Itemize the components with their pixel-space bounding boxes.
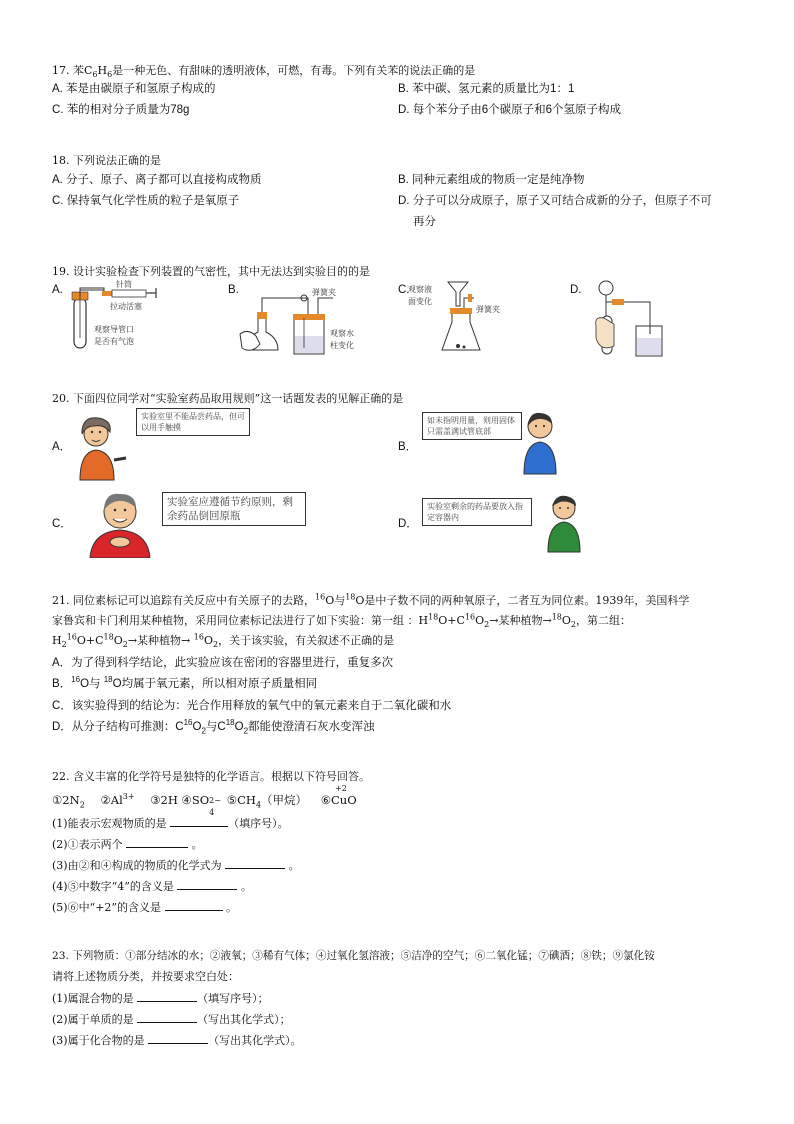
q23-part1: (1)属混合物的是 （填写序号）； bbox=[52, 992, 269, 1005]
q21-option-a: A．为了得到科学结论，此实验应该在密闭的容器里进行，重复多次 bbox=[52, 657, 394, 669]
q22-answer-3[interactable] bbox=[225, 859, 285, 869]
q20-girl-figure bbox=[64, 414, 134, 484]
q22-symbols: $①2N_2$ $②Al^{3+}$ ③2H ④SO 2− 4 $⑤CH_4$（甲烷） ⑥ +2 CuO bbox=[52, 784, 357, 817]
q22-part1: (1)能表示宏观物质的是 （填序号）。 bbox=[52, 817, 289, 830]
q19-a-label-syringe: 针筒 bbox=[116, 280, 132, 289]
q21-line2: 家鲁宾和卡门利用某种植物，采用同位素标记法进行了如下实验：第一组 ：$H^{18}O+C^{16}O_2\to$某种植物$\to^{18}O_2$，第二组： bbox=[52, 612, 631, 630]
q19-c-label-observe1: 观察液 bbox=[408, 285, 432, 294]
q17-option-a: A. 苯是由碳原子和氢原子构成的 bbox=[52, 83, 216, 95]
q19-b-label-observe1: 观察水 bbox=[330, 329, 354, 338]
q21-line1: 21. 同位素标记可以追踪有关反应中有关原子的去路，$^{16}$O与$^{18}$O是中子数不同的两种氧原子，二者互为同位素。1939年，美国科学 bbox=[52, 592, 690, 607]
q19-c-label-clip: 弹簧夹 bbox=[476, 305, 500, 314]
q22-answer-1[interactable] bbox=[170, 817, 228, 827]
q17-option-d: D. 每个苯分子由6个碳原子和6个氢原子构成 bbox=[398, 104, 621, 116]
q22-part4: (4)⑤中数字“4”的含义是 。 bbox=[52, 880, 252, 893]
q20-boy-figure-d bbox=[538, 492, 588, 554]
q19-c-label-observe2: 面变化 bbox=[408, 297, 432, 306]
q20-option-d: D． bbox=[398, 518, 418, 530]
q21-option-c: C．该实验得到的结论为：光合作用释放的氧气中的氧元素来自于二氧化碳和水 bbox=[52, 700, 452, 712]
q19-option-a: A. bbox=[52, 284, 63, 296]
q22-answer-2[interactable] bbox=[126, 838, 188, 848]
q23-line2: 请将上述物质分类，并按要求空白处： bbox=[52, 970, 239, 983]
q20-boy-figure-c bbox=[82, 488, 162, 558]
q23-part3: (3)属于化合物的是 （写出其化学式）。 bbox=[52, 1034, 302, 1047]
q19-b-label-clip: 弹簧夹 bbox=[312, 288, 336, 297]
q20-option-b: B． bbox=[398, 441, 418, 453]
q20-option-c: C． bbox=[52, 518, 72, 530]
q20-option-a: A． bbox=[52, 441, 72, 453]
q18-option-d-cont: 再分 bbox=[413, 216, 436, 228]
q23-answer-1[interactable] bbox=[137, 992, 197, 1002]
q21-line3: $H_2^{16}O+C^{18}O_2\to$某种植物→ $^{16}O_2$，关于该实验，有关叙述不正确的是 bbox=[52, 632, 395, 650]
q22-stem: 22. 含义丰富的化学符号是独特的化学语言。根据以下符号回答。 bbox=[52, 770, 370, 783]
q19-apparatus-b bbox=[238, 278, 378, 360]
q19-option-c: C. bbox=[398, 284, 410, 296]
q23-part2: (2)属于单质的是 （写出其化学式）； bbox=[52, 1013, 291, 1026]
q19-option-b: B. bbox=[228, 284, 239, 296]
q19-option-d: D. bbox=[570, 284, 582, 296]
q23-answer-2[interactable] bbox=[137, 1013, 197, 1023]
q22-answer-5[interactable] bbox=[165, 901, 223, 911]
q19-stem: 19. 设计实验检查下列装置的气密性，其中无法达到实验目的的是 bbox=[52, 265, 370, 278]
q17-option-c: C. 苯的相对分子质量为78g bbox=[52, 104, 190, 116]
q22-part5: (5)⑥中“+2”的含义是 。 bbox=[52, 901, 238, 914]
q23-line1: 23. 下列物质：①部分结冰的水；②液氧；③稀有气体；④过氧化氢溶液；⑤洁净的空气；⑥二氧化锰；⑦碘酒；⑧铁；⑨氯化铵 bbox=[52, 950, 655, 962]
q20-b-bubble: 如未指明用量，则用固体只需盖满试管底部 bbox=[422, 412, 522, 440]
q19-a-label-observe1: 观察导管口 bbox=[94, 325, 134, 334]
q20-stem: 20. 下面四位同学对“实验室药品取用规则”这一话题发表的见解正确的是 bbox=[52, 392, 404, 405]
q17-stem: 17. 苯$C_6H_6$是一种无色、有甜味的透明液体，可燃，有毒。下列有关苯的说法正确的是 bbox=[52, 64, 476, 80]
q18-option-a: A. 分子、原子、离子都可以直接构成物质 bbox=[52, 174, 262, 186]
q18-option-d: D. 分子可以分成原子，原子又可结合成新的分子，但原子不可 bbox=[398, 195, 712, 207]
q22-part2: (2)①表示两个 。 bbox=[52, 838, 203, 851]
q19-apparatus-c bbox=[408, 276, 518, 360]
q18-stem: 18. 下列说法正确的是 bbox=[52, 154, 161, 167]
q18-option-b: B. 同种元素组成的物质一定是纯净物 bbox=[398, 174, 585, 186]
q19-b-label-observe2: 柱变化 bbox=[330, 341, 354, 350]
q20-c-bubble: 实验室应遵循节约原则，剩余药品倒回原瓶 bbox=[162, 492, 306, 526]
q23-answer-3[interactable] bbox=[148, 1034, 208, 1044]
q18-option-c: C. 保持氧气化学性质的粒子是氧原子 bbox=[52, 195, 240, 207]
q22-part3: (3)由②和④构成的物质的化学式为 。 bbox=[52, 859, 300, 872]
q19-apparatus-d bbox=[590, 276, 680, 360]
q19-a-label-observe2: 是否有气泡 bbox=[94, 337, 134, 346]
q21-option-b: B．$^{16}$O与 $^{18}$O均属于氧元素，所以相对原子质量相同 bbox=[52, 675, 318, 690]
q19-a-label-pull: 拉动活塞 bbox=[110, 302, 142, 311]
q20-a-bubble: 实验室里不能品尝药品，但可以用手触摸 bbox=[136, 408, 250, 436]
q19-apparatus-a bbox=[64, 278, 174, 358]
q22-answer-4[interactable] bbox=[177, 880, 237, 890]
q17-option-b: B. 苯中碳、氢元素的质量比为1：1 bbox=[398, 83, 575, 95]
q20-d-bubble: 实验室剩余的药品要放入指定容器内 bbox=[422, 498, 532, 526]
q21-option-d: D．从分子结构可推测：$C^{16}O_2$与$C^{18}O_2$都能使澄清石灰水变浑浊 bbox=[52, 718, 375, 736]
